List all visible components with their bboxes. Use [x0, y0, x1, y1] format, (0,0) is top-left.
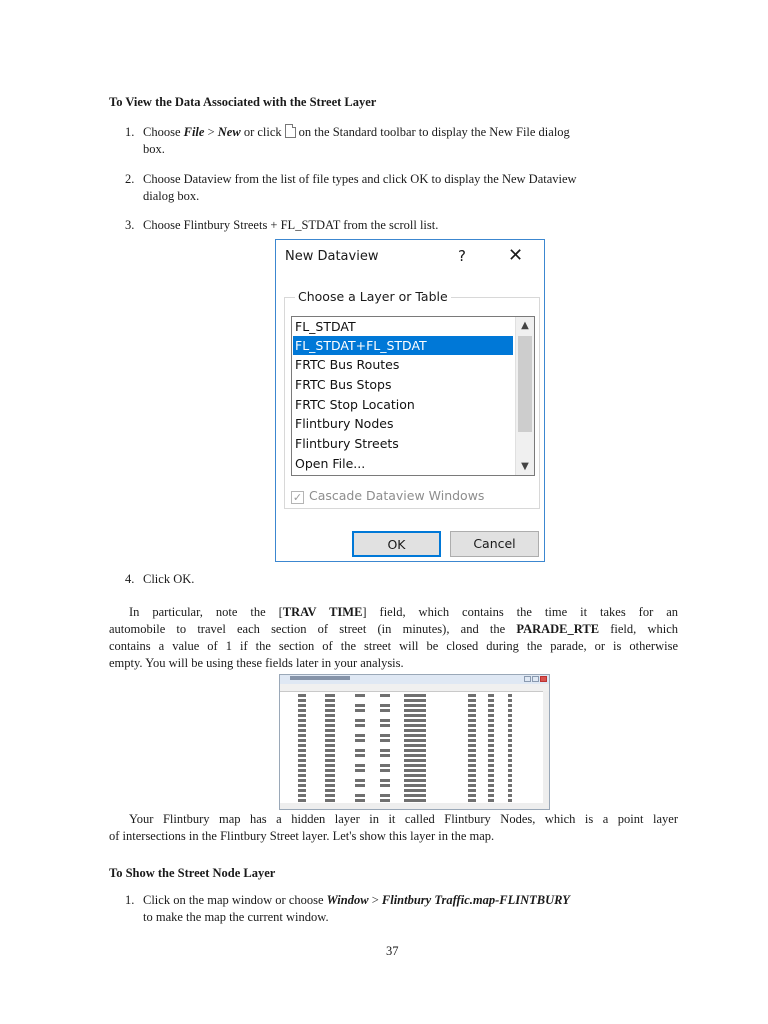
- screenshot-cell: [404, 774, 426, 777]
- screenshot-cell: [488, 754, 494, 757]
- screenshot-cell: [380, 739, 390, 742]
- screenshot-cell: [298, 769, 306, 772]
- screenshot-cell: [298, 704, 306, 707]
- screenshot-cell: [468, 754, 476, 757]
- screenshot-cell: [298, 714, 306, 717]
- screenshot-cell: [325, 739, 335, 742]
- screenshot-cell: [298, 729, 306, 732]
- screenshot-cell: [298, 699, 306, 702]
- screenshot-cell: [325, 794, 335, 797]
- screenshot-cell: [298, 779, 306, 782]
- screenshot-cell: [298, 784, 306, 787]
- layer-group-box: [284, 289, 540, 509]
- screenshot-cell: [468, 749, 476, 752]
- screenshot-cell: [508, 744, 512, 747]
- step-number: 2.: [125, 172, 135, 186]
- step-number: 1.: [125, 893, 135, 907]
- paragraph-line: of intersections in the Flintbury Street layer. Let's show this layer in the map.: [109, 829, 495, 843]
- screenshot-cell: [404, 699, 426, 702]
- screenshot-cell: [488, 709, 494, 712]
- screenshot-cell: [468, 734, 476, 737]
- screenshot-cell: [380, 734, 390, 737]
- paragraph-line: [109, 621, 678, 638]
- screenshot-cell: [380, 694, 390, 697]
- screenshot-cell: [468, 739, 476, 742]
- text-span: automobile to travel each section of street (in minutes), and the: [109, 622, 517, 636]
- screenshot-cell: [380, 719, 390, 722]
- screenshot-cell: [355, 799, 365, 802]
- menu-separator: >: [368, 893, 382, 907]
- screenshot-cell: [325, 744, 335, 747]
- screenshot-cell: [355, 749, 365, 752]
- step-number: 3.: [125, 218, 135, 232]
- screenshot-cell: [404, 734, 426, 737]
- screenshot-cell: [508, 799, 512, 802]
- screenshot-cell: [468, 784, 476, 787]
- screenshot-cell: [488, 789, 494, 792]
- screenshot-cell: [508, 729, 512, 732]
- screenshot-cell: [404, 759, 426, 762]
- screenshot-cell: [355, 719, 365, 722]
- screenshot-cell: [468, 769, 476, 772]
- screenshot-cell: [508, 759, 512, 762]
- section-2-step-1-continuation: to make the map the current window.: [143, 910, 329, 924]
- screenshot-cell: [355, 709, 365, 712]
- paragraph-line: Your Flintbury map has a hidden layer in it called Flintbury Nodes, which is a point layer: [129, 812, 678, 826]
- screenshot-cell: [380, 784, 390, 787]
- screenshot-cell: [488, 704, 494, 707]
- screenshot-cell: [404, 769, 426, 772]
- section-heading-view-data: To View the Data Associated with the Street Layer: [109, 95, 377, 109]
- screenshot-cell: [404, 704, 426, 707]
- cascade-checkbox-label: Cascade Dataview Windows: [309, 488, 485, 503]
- list-item-frtc-bus-routes[interactable]: FRTC Bus Routes: [295, 357, 400, 372]
- screenshot-cell: [468, 724, 476, 727]
- screenshot-hscrollbar: [280, 803, 549, 809]
- screenshot-cell: [355, 739, 365, 742]
- screenshot-cell: [298, 724, 306, 727]
- screenshot-cell: [488, 734, 494, 737]
- screenshot-cell: [488, 739, 494, 742]
- screenshot-titlebar: [280, 675, 549, 684]
- screenshot-cell: [468, 719, 476, 722]
- screenshot-cell: [325, 764, 335, 767]
- screenshot-cell: [325, 734, 335, 737]
- minimize-icon: [524, 676, 531, 682]
- group-label: Choose a Layer or Table: [295, 289, 451, 304]
- screenshot-scrollbar: [543, 691, 549, 804]
- screenshot-cell: [508, 694, 512, 697]
- screenshot-cell: [404, 794, 426, 797]
- screenshot-cell: [380, 799, 390, 802]
- text-span: field, which: [599, 622, 678, 636]
- step-number: 4.: [125, 572, 135, 586]
- screenshot-cell: [404, 784, 426, 787]
- screenshot-cell: [488, 724, 494, 727]
- help-icon[interactable]: ?: [458, 247, 466, 265]
- menu-window: Window: [326, 893, 369, 907]
- screenshot-cell: [355, 764, 365, 767]
- screenshot-cell: [355, 694, 365, 697]
- screenshot-cell: [325, 709, 335, 712]
- chevron-up-icon[interactable]: ▲: [521, 320, 529, 331]
- menu-separator: >: [204, 125, 218, 139]
- screenshot-cell: [380, 709, 390, 712]
- page-number: 37: [386, 944, 399, 958]
- screenshot-cell: [325, 789, 335, 792]
- screenshot-cell: [298, 749, 306, 752]
- screenshot-cell: [468, 709, 476, 712]
- screenshot-cell: [355, 784, 365, 787]
- screenshot-cell: [488, 799, 494, 802]
- section-heading-show-node-layer: To Show the Street Node Layer: [109, 866, 276, 880]
- screenshot-cell: [298, 719, 306, 722]
- screenshot-cell: [404, 789, 426, 792]
- paragraph-trav-time: [109, 604, 678, 672]
- screenshot-cell: [508, 784, 512, 787]
- screenshot-cell: [468, 714, 476, 717]
- screenshot-cell: [325, 799, 335, 802]
- screenshot-cell: [488, 779, 494, 782]
- list-item-flintbury-nodes[interactable]: Flintbury Nodes: [295, 416, 394, 431]
- screenshot-cell: [468, 704, 476, 707]
- step-3-text: Choose Flintbury Streets + FL_STDAT from the scroll list.: [143, 218, 439, 232]
- screenshot-cell: [404, 714, 426, 717]
- screenshot-cell: [488, 769, 494, 772]
- screenshot-cell: [508, 769, 512, 772]
- screenshot-cell: [325, 714, 335, 717]
- screenshot-cell: [404, 744, 426, 747]
- screenshot-cell: [508, 779, 512, 782]
- cascade-checkbox[interactable]: ✓: [292, 491, 303, 504]
- screenshot-cell: [325, 719, 335, 722]
- screenshot-cell: [355, 754, 365, 757]
- screenshot-cell: [508, 794, 512, 797]
- screenshot-cell: [404, 724, 426, 727]
- screenshot-cell: [380, 704, 390, 707]
- screenshot-cell: [508, 774, 512, 777]
- screenshot-cell: [355, 734, 365, 737]
- screenshot-cell: [404, 719, 426, 722]
- screenshot-cell: [488, 694, 494, 697]
- screenshot-cell: [404, 729, 426, 732]
- screenshot-cell: [488, 699, 494, 702]
- screenshot-cell: [508, 749, 512, 752]
- maximize-icon: [532, 676, 539, 682]
- paragraph-line: [109, 604, 678, 621]
- screenshot-cell: [298, 734, 306, 737]
- step-2-line-2: dialog box.: [143, 189, 200, 203]
- screenshot-cell: [404, 749, 426, 752]
- list-item-flintbury-streets[interactable]: Flintbury Streets: [295, 436, 399, 451]
- dataview-screenshot: [279, 674, 550, 810]
- screenshot-cell: [508, 699, 512, 702]
- step-2-line-1: Choose Dataview from the list of file types and click OK to display the New Dataview: [143, 172, 577, 186]
- text-span: ] field, which contains the time it takes for an: [362, 605, 678, 619]
- menu-flintbury-traffic-map: Flintbury Traffic.map-FLINTBURY: [381, 893, 570, 907]
- screenshot-cell: [325, 784, 335, 787]
- screenshot-cell: [488, 729, 494, 732]
- screenshot-cell: [468, 774, 476, 777]
- dialog-title: New Dataview: [285, 249, 379, 264]
- screenshot-cell: [298, 694, 306, 697]
- step-1-text: [143, 124, 683, 141]
- screenshot-cell: [325, 769, 335, 772]
- screenshot-cell: [488, 744, 494, 747]
- screenshot-cell: [508, 764, 512, 767]
- chevron-down-icon[interactable]: ▼: [521, 461, 529, 472]
- screenshot-cell: [468, 789, 476, 792]
- step-1-pre: Choose: [143, 125, 184, 139]
- text-span: In particular, note the [: [129, 605, 283, 619]
- paragraph-line: empty. You will be using these fields later in your analysis.: [109, 656, 404, 670]
- screenshot-cell: [380, 724, 390, 727]
- screenshot-cell: [298, 794, 306, 797]
- screenshot-cell: [380, 769, 390, 772]
- screenshot-cell: [508, 704, 512, 707]
- step-4-text: Click OK.: [143, 572, 195, 586]
- screenshot-cell: [468, 764, 476, 767]
- list-item-frtc-bus-stops[interactable]: FRTC Bus Stops: [295, 377, 392, 392]
- screenshot-cell: [298, 709, 306, 712]
- step-1-continuation: box.: [143, 142, 165, 156]
- screenshot-cell: [380, 794, 390, 797]
- screenshot-cell: [488, 749, 494, 752]
- screenshot-cell: [325, 699, 335, 702]
- screenshot-cell: [298, 739, 306, 742]
- screenshot-cell: [508, 709, 512, 712]
- close-icon: [540, 676, 547, 682]
- paragraph-line: contains a value of 1 if the section of the street will be closed during the parade, or is otherwise: [109, 639, 678, 653]
- screenshot-cell: [508, 714, 512, 717]
- screenshot-cell: [325, 724, 335, 727]
- screenshot-cell: [508, 789, 512, 792]
- screenshot-cell: [404, 764, 426, 767]
- screenshot-cell: [404, 754, 426, 757]
- new-file-icon: [285, 124, 296, 138]
- field-parade-rte: PARADE_RTE: [516, 622, 600, 636]
- screenshot-cell: [355, 769, 365, 772]
- screenshot-cell: [298, 744, 306, 747]
- menu-new: New: [217, 125, 241, 139]
- step-number: 1.: [125, 125, 135, 139]
- screenshot-cell: [488, 719, 494, 722]
- text-span: Click on the map window or choose: [143, 893, 327, 907]
- layer-listbox[interactable]: [291, 316, 535, 476]
- screenshot-cell: [380, 754, 390, 757]
- screenshot-cell: [298, 799, 306, 802]
- screenshot-cell: [488, 784, 494, 787]
- list-scrollbar[interactable]: [515, 317, 534, 475]
- section-2-step-1-text: [143, 892, 570, 909]
- field-trav-time: TRAV TIME: [282, 605, 363, 619]
- screenshot-cell: [468, 779, 476, 782]
- menu-file: File: [183, 125, 205, 139]
- screenshot-cell: [468, 744, 476, 747]
- cancel-button[interactable]: Cancel: [450, 531, 539, 557]
- ok-button[interactable]: OK: [352, 531, 441, 557]
- screenshot-cell: [508, 754, 512, 757]
- screenshot-cell: [380, 749, 390, 752]
- screenshot-cell: [488, 764, 494, 767]
- step-1-post: on the Standard toolbar to display the New File dialog: [298, 125, 570, 139]
- screenshot-cell: [298, 789, 306, 792]
- screenshot-cell: [355, 724, 365, 727]
- screenshot-cell: [298, 764, 306, 767]
- screenshot-cell: [468, 729, 476, 732]
- step-1-mid: or click: [240, 125, 282, 139]
- screenshot-cell: [298, 759, 306, 762]
- list-item-fl-stdat[interactable]: FL_STDAT: [295, 319, 356, 334]
- screenshot-cell: [325, 729, 335, 732]
- list-item-fl-stdat-fl-stdat[interactable]: FL_STDAT+FL_STDAT: [293, 336, 513, 355]
- screenshot-cell: [468, 699, 476, 702]
- screenshot-title-placeholder: [290, 676, 350, 680]
- screenshot-cell: [325, 704, 335, 707]
- screenshot-cell: [468, 799, 476, 802]
- screenshot-cell: [468, 694, 476, 697]
- list-item-open-file[interactable]: Open File...: [295, 456, 366, 471]
- screenshot-cell: [488, 774, 494, 777]
- paragraph-hidden-layer: [109, 811, 678, 845]
- new-dataview-dialog: [275, 239, 545, 562]
- screenshot-cell: [298, 754, 306, 757]
- screenshot-cell: [355, 704, 365, 707]
- scrollbar-thumb[interactable]: [518, 336, 532, 432]
- screenshot-cell: [380, 764, 390, 767]
- screenshot-cell: [355, 794, 365, 797]
- screenshot-cell: [325, 779, 335, 782]
- list-item-frtc-stop-location[interactable]: FRTC Stop Location: [295, 397, 415, 412]
- screenshot-cell: [404, 779, 426, 782]
- close-icon[interactable]: ✕: [508, 245, 524, 266]
- screenshot-cell: [488, 714, 494, 717]
- screenshot-cell: [298, 774, 306, 777]
- screenshot-cell: [325, 774, 335, 777]
- screenshot-cell: [404, 799, 426, 802]
- screenshot-cell: [488, 759, 494, 762]
- screenshot-cell: [404, 739, 426, 742]
- screenshot-cell: [325, 749, 335, 752]
- screenshot-header-row: [280, 684, 549, 692]
- screenshot-cell: [488, 794, 494, 797]
- screenshot-cell: [508, 719, 512, 722]
- screenshot-cell: [380, 779, 390, 782]
- screenshot-cell: [325, 754, 335, 757]
- screenshot-cell: [508, 739, 512, 742]
- screenshot-cell: [355, 779, 365, 782]
- screenshot-cell: [468, 794, 476, 797]
- screenshot-cell: [404, 694, 426, 697]
- screenshot-cell: [508, 734, 512, 737]
- screenshot-cell: [468, 759, 476, 762]
- screenshot-cell: [325, 759, 335, 762]
- screenshot-cell: [508, 724, 512, 727]
- screenshot-cell: [404, 709, 426, 712]
- screenshot-cell: [325, 694, 335, 697]
